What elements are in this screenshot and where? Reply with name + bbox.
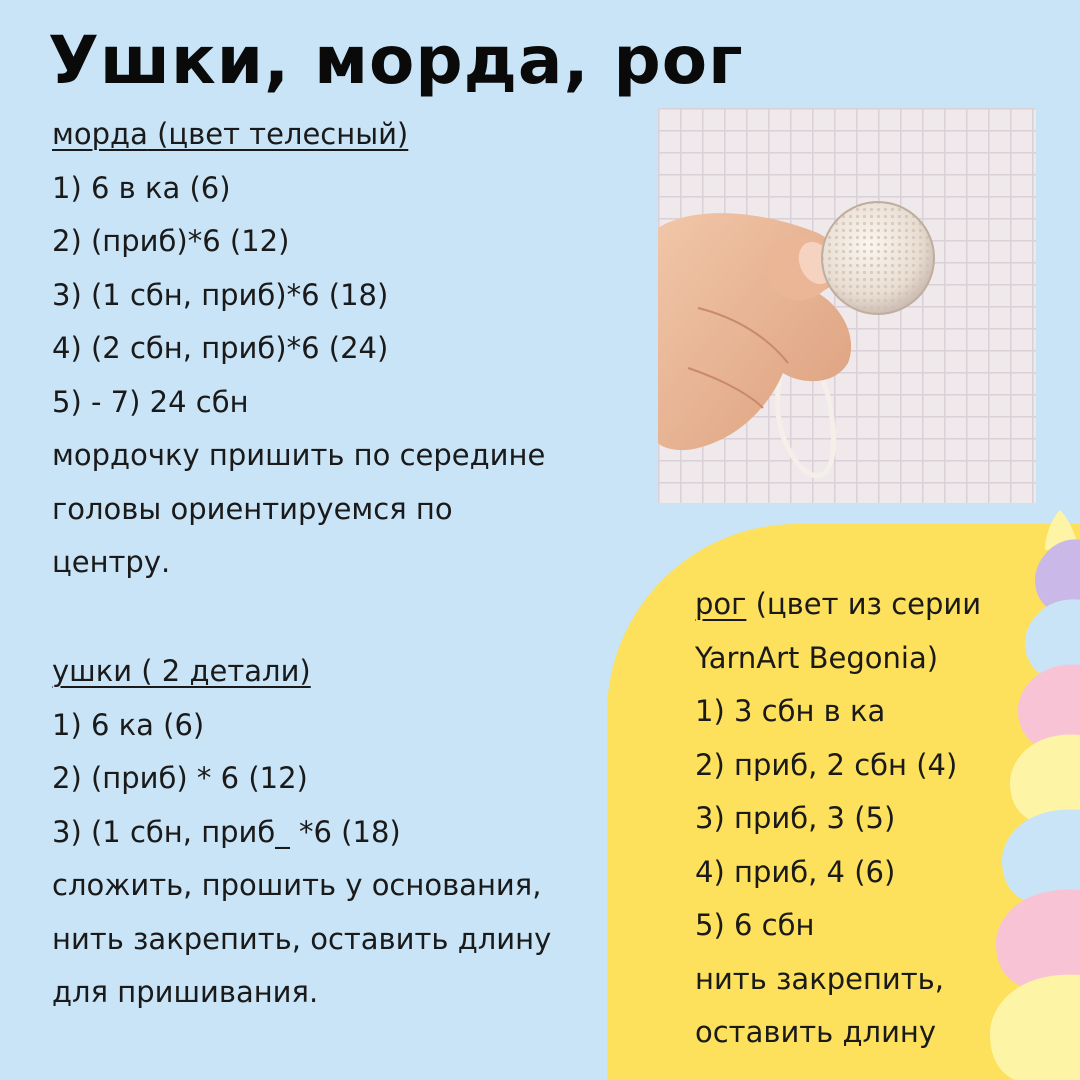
horn-row: YarnArt Begonia): [695, 640, 939, 675]
muzzle-row: 3) (1 сбн, приб)*6 (18): [52, 277, 389, 312]
muzzle-heading-underlined: морда: [52, 117, 148, 151]
muzzle-note: центру.: [52, 545, 171, 579]
horn-row: 2) приб, 2 сбн (4): [695, 747, 958, 782]
horn-heading-underlined: рог: [695, 587, 747, 621]
ears-row: 1) 6 ка (6): [52, 707, 205, 742]
ears-note: сложить, прошить у основания,: [52, 868, 542, 902]
horn-heading: [695, 578, 981, 632]
muzzle-row: 5) - 7) 24 сбн: [52, 384, 249, 419]
photo-illustration: [658, 108, 1036, 503]
crochet-ball-photo: [658, 108, 1036, 503]
muzzle-row: 4) (2 сбн, приб)*6 (24): [52, 331, 389, 365]
horn-row: 4) приб, 4 (6): [695, 854, 896, 889]
page-title: Ушки, морда, рог: [48, 22, 744, 99]
ears-note: нить закрепить, оставить длину: [52, 921, 552, 956]
muzzle-row: 2) (приб)*6 (12): [52, 224, 290, 258]
horn-row: 1) 3 сбн в ка: [695, 694, 886, 728]
horn-row: 3) приб, 3 (5): [695, 801, 896, 835]
ears-heading: [52, 645, 551, 699]
muzzle-heading: [52, 108, 545, 162]
horn-stripe: [990, 975, 1080, 1080]
horn-note: оставить длину: [695, 1015, 937, 1049]
unicorn-horn-decoration: [990, 500, 1080, 1080]
ears-section: [52, 645, 551, 1020]
muzzle-note: мордочку пришить по середине: [52, 438, 546, 472]
ears-row: 2) (приб) * 6 (12): [52, 761, 308, 795]
horn-heading-rest: (цвет из серии: [746, 587, 982, 621]
horn-section: [695, 578, 981, 1060]
ears-heading-text: ушки ( 2 детали): [52, 654, 311, 688]
horn-row: 5) 6 сбн: [695, 908, 815, 942]
muzzle-note: головы ориентируемся по: [52, 491, 453, 526]
ears-row: 3) (1 сбн, приб_ *6 (18): [52, 814, 401, 849]
muzzle-section: [52, 108, 545, 590]
muzzle-heading-rest: (цвет телесный): [147, 117, 409, 151]
ears-note: для пришивания.: [52, 975, 319, 1009]
muzzle-row: 1) 6 в ка (6): [52, 170, 231, 205]
horn-note: нить закрепить,: [695, 961, 944, 996]
